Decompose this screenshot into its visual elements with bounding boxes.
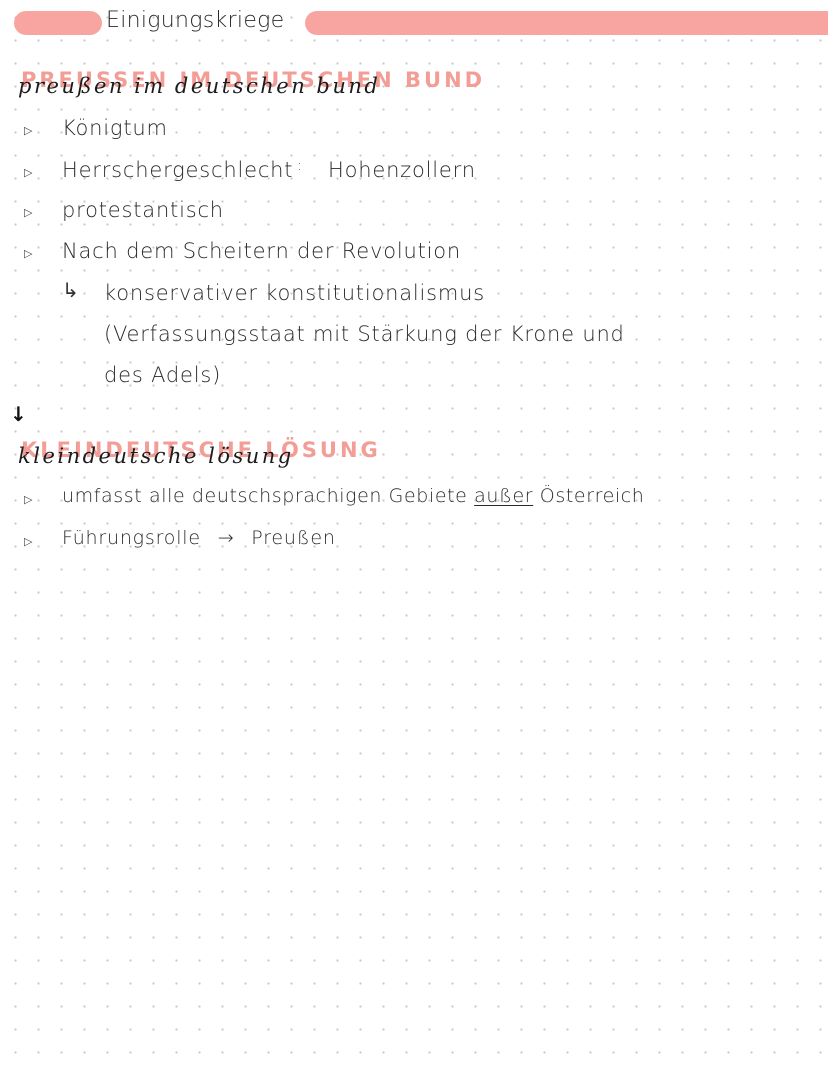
item-text: Preußen [251,527,336,549]
list-item: Königtum [62,116,168,140]
down-arrow-icon: ↓ [10,402,27,426]
list-item: Nach dem Scheitern der Revolution [62,239,462,263]
arrow-right-icon: → [217,527,235,549]
list-item: protestantisch [62,198,224,222]
sub-arrow-icon: ↳ [62,278,79,302]
item-text: Führungsrolle [62,527,201,549]
title-highlight-left [14,11,102,35]
bullet-icon: ▷ [24,166,33,179]
list-item [62,527,336,549]
item-text: umfasst alle deutschsprachigen Gebiete [62,485,468,507]
page-title: Einigungskriege [106,8,285,33]
emphasized-word: außer [474,485,534,507]
bullet-icon: ▷ [24,124,33,137]
bullet-icon: ▷ [24,493,33,506]
section-heading-preussen: preussen im deutschen bund preußen im deutschen bund [18,74,380,98]
list-item: Herrschergeschlecht [62,158,294,182]
sub-text-line: (Verfassungsstaat mit Stärkung der Krone und [104,322,625,346]
title-highlight-right [305,11,828,35]
sub-text-line: konservativer konstitutionalismus [104,281,486,305]
dynasty-name: Hohenzollern [328,158,476,182]
list-item [62,485,644,507]
section-heading-kleindeutsch: kleindeutsche lösung kleindeutsche lösung [18,444,294,468]
item-text: Österreich [539,485,645,507]
bullet-icon: ▷ [24,247,33,260]
sub-text-line: des Adels) [104,363,222,387]
bullet-icon: ▷ [24,535,33,548]
bullet-icon: ▷ [24,206,33,219]
dynasty-separator: : [297,158,303,174]
